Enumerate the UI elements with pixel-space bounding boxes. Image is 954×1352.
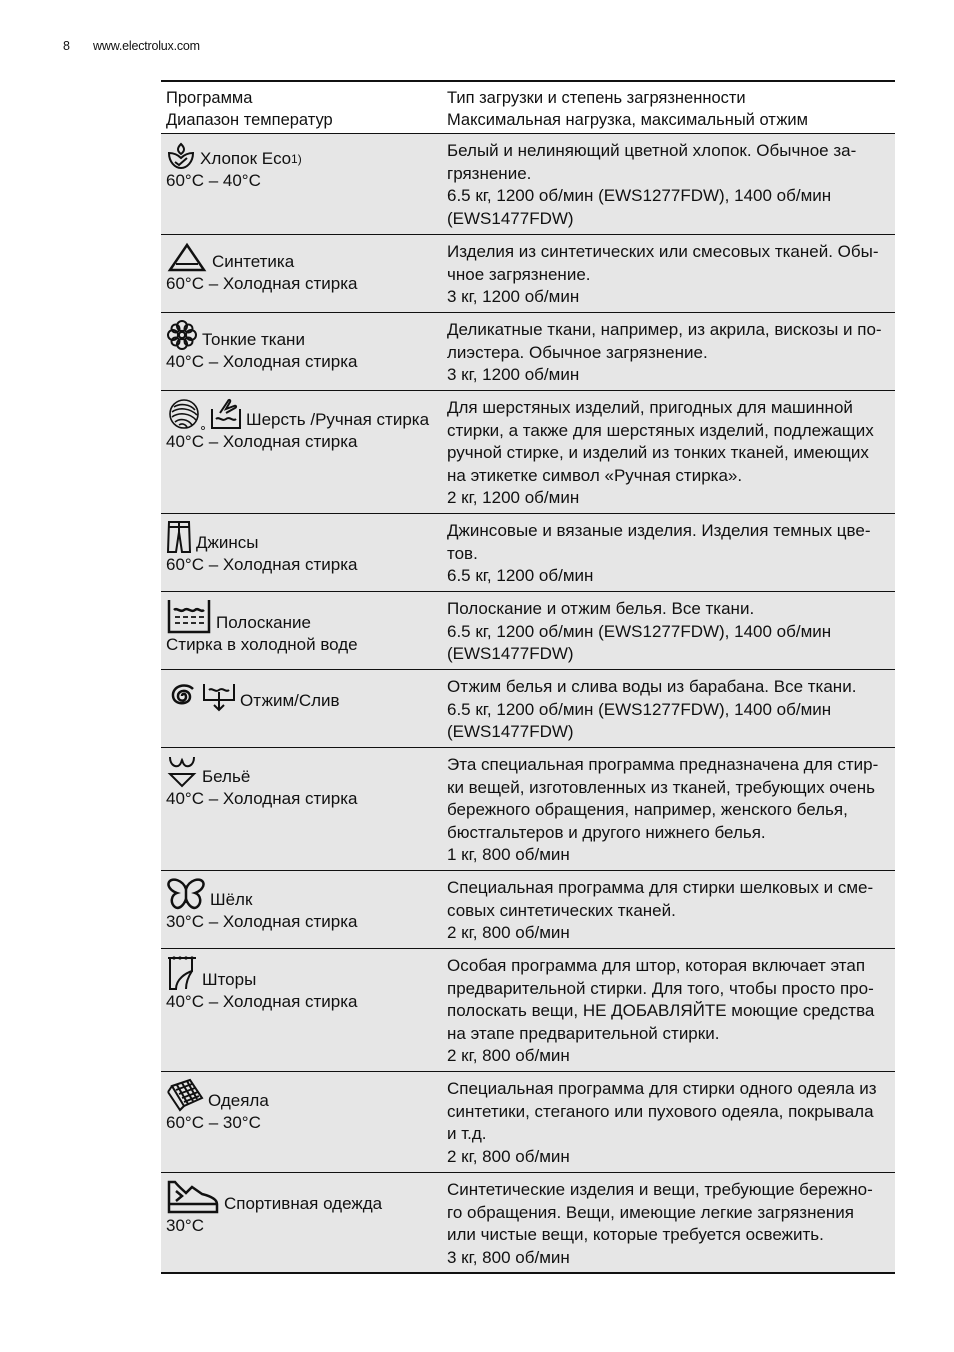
- curtains-icon: [166, 955, 198, 991]
- desc-line: полоскать вещи, НЕ ДОБАВЛЯЙТЕ моющие средства: [447, 1001, 875, 1020]
- desc-line: или чистые вещи, которые требуется освежить.: [447, 1225, 824, 1244]
- programme-name: Шёлк: [210, 889, 253, 909]
- table-row: [161, 871, 895, 949]
- table-row: [161, 592, 895, 670]
- programme-table: [161, 80, 895, 1274]
- wool-icon: [166, 397, 206, 431]
- desc-line: ручной стирке, и изделий из тонких тканей, имеющих: [447, 443, 869, 462]
- description-cell: [443, 134, 895, 234]
- desc-line: Джинсовые и вязаные изделия. Изделия темных цве-: [447, 521, 871, 540]
- desc-line: Эта специальная программа предназначена для стир-: [447, 755, 879, 774]
- desc-line: Полоскание и отжим белья. Все ткани.: [447, 599, 755, 618]
- desc-line: предварительной стирки. Для того, чтобы просто про-: [447, 978, 874, 998]
- programme-name: Одеяла: [208, 1090, 269, 1110]
- page-header: [63, 39, 200, 53]
- programme-cell: [161, 1173, 443, 1272]
- desc-line: бюстгальтеров и другого нижнего белья.: [447, 822, 766, 842]
- description-cell: [443, 235, 895, 312]
- desc-line: 2 кг, 800 об/мин: [447, 923, 570, 942]
- programme-name: Хлопок Eco: [200, 148, 292, 168]
- description-cell: [443, 748, 895, 870]
- table-row: [161, 949, 895, 1072]
- desc-line: Отжим белья и слива воды из барабана. Все ткани.: [447, 677, 857, 696]
- programme-cell: [161, 391, 443, 513]
- temperature-range: 40°C – Холодная стирка: [166, 432, 358, 451]
- desc-line: бережного обращения, например, женского белья,: [447, 800, 848, 819]
- table-row: [161, 514, 895, 592]
- jeans-icon: [166, 520, 192, 554]
- programme-cell: [161, 313, 443, 390]
- synthetics-icon: [166, 241, 208, 273]
- temperature-range: 30°C: [166, 1216, 204, 1235]
- header-line: Программа: [166, 89, 253, 107]
- description-cell: [443, 949, 895, 1071]
- lingerie-icon: [166, 754, 198, 788]
- drain-icon: [202, 680, 236, 712]
- desc-line: тов.: [447, 543, 478, 563]
- programme-cell: [161, 949, 443, 1071]
- desc-line: 2 кг, 800 об/мин: [447, 1046, 570, 1065]
- header-line: Тип загрузки и степень загрязненности: [447, 89, 746, 107]
- desc-line: 6.5 кг, 1200 об/мин (EWS1277FDW), 1400 об/мин: [447, 621, 832, 641]
- programme-name: Шторы: [202, 969, 257, 989]
- temperature-range: 40°C – Холодная стирка: [166, 789, 358, 808]
- desc-line: на этикетке символ «Ручная стирка».: [447, 465, 743, 485]
- sportswear-icon: [166, 1179, 220, 1215]
- desc-line: Синтетические изделия и вещи, требующие бережно-: [447, 1180, 873, 1199]
- desc-line: 2 кг, 1200 об/мин: [447, 488, 580, 507]
- programme-name: Полоскание: [216, 612, 311, 632]
- table-row: [161, 748, 895, 871]
- programme-name: Спортивная одежда: [224, 1193, 383, 1213]
- desc-line: 6.5 кг, 1200 об/мин (EWS1277FDW), 1400 об/мин: [447, 699, 832, 719]
- description-cell: [443, 670, 895, 747]
- silk-icon: [166, 877, 206, 911]
- desc-line: Особая программа для штор, которая включает этап: [447, 956, 866, 975]
- desc-line: грязнение.: [447, 163, 532, 183]
- desc-line: ки вещей, изготовленных из тканей, требующих очень: [447, 777, 875, 797]
- spin-icon: [166, 680, 198, 712]
- description-cell: [443, 1072, 895, 1172]
- hand-wash-icon: [210, 397, 242, 431]
- table-row: [161, 1072, 895, 1173]
- desc-line: лиэстера. Обычное загрязнение.: [447, 342, 708, 362]
- table-row: [161, 391, 895, 514]
- programme-cell: [161, 871, 443, 948]
- temperature-range: 60°C – 30°C: [166, 1113, 261, 1132]
- header-col-programme: [161, 82, 443, 133]
- desc-line: 2 кг, 800 об/мин: [447, 1146, 570, 1166]
- desc-line: Для шерстяных изделий, пригодных для машинной: [447, 398, 853, 417]
- desc-line: совых синтетических тканей.: [447, 900, 676, 920]
- header-col-load: [443, 82, 895, 133]
- desc-line: го обращения. Вещи, имеющие легкие загрязнения: [447, 1202, 854, 1222]
- desc-line: стирки, а также для шерстяных изделий, подлежащих: [447, 420, 874, 440]
- programme-name: Бельё: [202, 766, 251, 786]
- desc-line: (EWS1477FDW): [447, 722, 574, 741]
- desc-line: чное загрязнение.: [447, 264, 591, 284]
- programme-cell: [161, 592, 443, 669]
- temperature-range: 30°C – Холодная стирка: [166, 912, 358, 931]
- desc-line: и т.д.: [447, 1124, 487, 1143]
- table-row: [161, 134, 895, 235]
- table-row: [161, 235, 895, 313]
- table-row: [161, 670, 895, 748]
- desc-line: 3 кг, 1200 об/мин: [447, 287, 580, 306]
- programme-name: Шерсть /Ручная стирка: [246, 409, 430, 429]
- temperature-range: 40°C – Холодная стирка: [166, 352, 358, 371]
- programme-cell: [161, 235, 443, 312]
- table-row: [161, 1173, 895, 1274]
- table-row: [161, 313, 895, 391]
- page-number: 8: [63, 39, 70, 53]
- desc-line: Изделия из синтетических или смесовых тканей. Обы-: [447, 242, 879, 261]
- description-cell: [443, 592, 895, 669]
- temperature-range: Стирка в холодной воде: [166, 635, 358, 654]
- header-line: Максимальная нагрузка, максимальный отжим: [447, 111, 808, 129]
- header-line: Диапазон температур: [166, 111, 333, 129]
- desc-line: 3 кг, 1200 об/мин: [447, 365, 580, 384]
- programme-cell: [161, 670, 443, 747]
- desc-line: 3 кг, 800 об/мин: [447, 1247, 570, 1267]
- rinse-icon: [166, 598, 212, 634]
- desc-line: (EWS1477FDW): [447, 644, 574, 663]
- temperature-range: 60°C – Холодная стирка: [166, 274, 358, 293]
- desc-line: на этапе предварительной стирки.: [447, 1023, 720, 1043]
- programme-cell: [161, 134, 443, 234]
- desc-line: Специальная программа для стирки одного одеяла из: [447, 1079, 877, 1098]
- site-url: www.electrolux.com: [93, 39, 200, 53]
- programme-name: Синтетика: [212, 251, 295, 271]
- description-cell: [443, 313, 895, 390]
- programme-name: Отжим/Слив: [240, 690, 340, 710]
- programme-cell: [161, 514, 443, 591]
- desc-line: 6.5 кг, 1200 об/мин: [447, 566, 594, 585]
- programme-cell: [161, 748, 443, 870]
- temperature-range: 60°C – 40°C: [166, 171, 261, 190]
- cotton-eco-icon: [166, 140, 196, 170]
- desc-line: 6.5 кг, 1200 об/мин (EWS1277FDW), 1400 об/мин: [447, 186, 832, 205]
- programme-cell: [161, 1072, 443, 1172]
- description-cell: [443, 391, 895, 513]
- temperature-range: 40°C – Холодная стирка: [166, 992, 358, 1011]
- desc-line: (EWS1477FDW): [447, 208, 574, 228]
- footnote-mark: 1): [291, 151, 302, 166]
- description-cell: [443, 1173, 895, 1272]
- temperature-range: 60°C – Холодная стирка: [166, 555, 358, 574]
- programme-name: Джинсы: [196, 532, 259, 552]
- desc-line: синтетики, стеганого или пухового одеяла, покрывала: [447, 1101, 874, 1121]
- programme-name: Тонкие ткани: [202, 329, 305, 349]
- desc-line: Деликатные ткани, например, из акрила, вискозы и по-: [447, 320, 882, 339]
- desc-line: 1 кг, 800 об/мин: [447, 845, 570, 864]
- duvet-icon: [166, 1078, 204, 1112]
- desc-line: Специальная программа для стирки шелковых и сме-: [447, 878, 874, 897]
- desc-line: Белый и нелиняющий цветной хлопок. Обычное за-: [447, 141, 857, 160]
- description-cell: [443, 871, 895, 948]
- description-cell: [443, 514, 895, 591]
- delicates-icon: [166, 319, 198, 351]
- table-header: [161, 80, 895, 134]
